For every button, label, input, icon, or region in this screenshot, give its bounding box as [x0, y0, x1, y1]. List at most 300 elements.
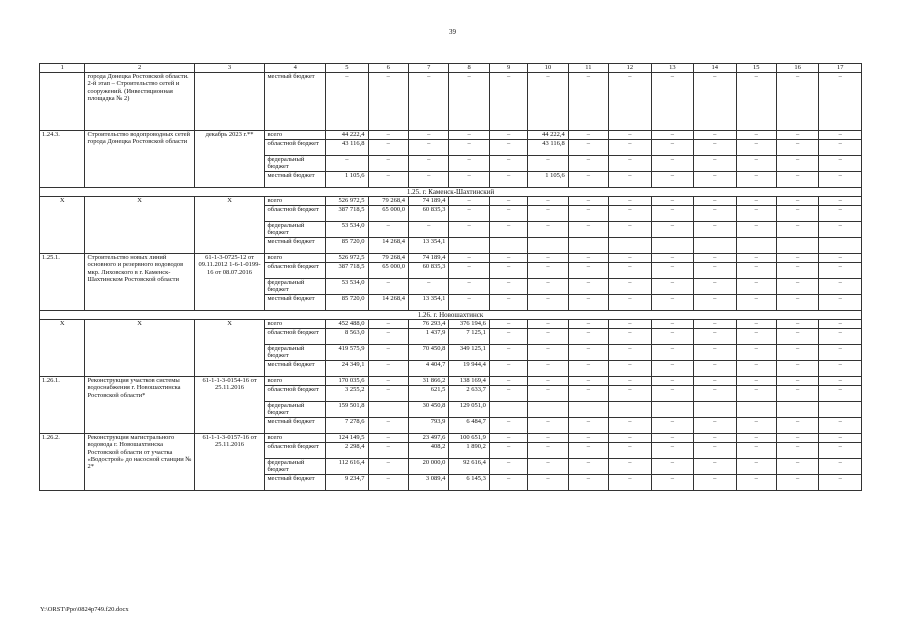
- table-cell: 85 720,0: [326, 238, 368, 254]
- table-cell: местный бюджет: [265, 238, 326, 254]
- table-cell: федеральный бюджет: [265, 222, 326, 238]
- table-cell: –: [651, 295, 693, 311]
- table-cell: –: [651, 73, 693, 131]
- table-cell: 1 890,2: [449, 443, 489, 459]
- table-cell: –: [408, 279, 448, 295]
- table-cell: –: [568, 475, 608, 491]
- table-cell: –: [609, 172, 651, 188]
- table-cell: –: [736, 140, 776, 156]
- table-cell: –: [489, 206, 527, 222]
- table-cell: –: [819, 386, 862, 402]
- table-row: [40, 320, 862, 329]
- table-cell: –: [776, 279, 818, 295]
- table-cell: –: [528, 222, 568, 238]
- table-cell: –: [408, 131, 448, 140]
- column-number-cell: 11: [568, 64, 608, 73]
- table-row: [40, 434, 862, 443]
- table-cell: –: [489, 295, 527, 311]
- table-cell: –: [528, 206, 568, 222]
- table-cell: –: [776, 443, 818, 459]
- column-number-cell: 7: [408, 64, 448, 73]
- table-cell: –: [568, 197, 608, 206]
- table-cell: –: [651, 206, 693, 222]
- table-cell: –: [568, 279, 608, 295]
- table-cell: –: [819, 475, 862, 491]
- table-cell: 6 145,3: [449, 475, 489, 491]
- table-cell: –: [819, 329, 862, 345]
- table-cell: –: [736, 320, 776, 329]
- table-cell: 376 194,6: [449, 320, 489, 329]
- table-cell: –: [819, 73, 862, 131]
- table-cell: 65 000,0: [368, 263, 408, 279]
- table-cell: –: [651, 197, 693, 206]
- table-cell: –: [568, 459, 608, 475]
- table-cell: 138 169,4: [449, 377, 489, 386]
- table-cell: –: [449, 172, 489, 188]
- table-cell: –: [489, 475, 527, 491]
- table-cell: –: [449, 131, 489, 140]
- table-cell: –: [368, 329, 408, 345]
- table-cell: 387 718,5: [326, 206, 368, 222]
- table-cell: –: [736, 263, 776, 279]
- table-cell: –: [694, 361, 736, 377]
- table-cell: –: [694, 263, 736, 279]
- table-cell: –: [651, 418, 693, 434]
- table-cell: –: [368, 279, 408, 295]
- table-cell: федеральный бюджет: [265, 345, 326, 361]
- table-cell: –: [609, 222, 651, 238]
- table-cell: –: [694, 320, 736, 329]
- table-cell: 30 450,8: [408, 402, 448, 418]
- table-cell: –: [528, 156, 568, 172]
- table-cell: –: [736, 279, 776, 295]
- table-cell: –: [449, 222, 489, 238]
- table-cell: местный бюджет: [265, 295, 326, 311]
- table-cell: –: [489, 131, 527, 140]
- table-cell: –: [528, 279, 568, 295]
- table-cell: –: [489, 434, 527, 443]
- table-cell: –: [528, 73, 568, 131]
- table-cell: –: [736, 156, 776, 172]
- table-cell: –: [368, 434, 408, 443]
- table-cell: 79 268,4: [368, 254, 408, 263]
- table-cell: –: [819, 263, 862, 279]
- table-cell: –: [651, 156, 693, 172]
- table-cell: –: [776, 418, 818, 434]
- table-cell: –: [776, 345, 818, 361]
- table-cell: –: [489, 345, 527, 361]
- table-cell: –: [528, 434, 568, 443]
- table-cell: –: [776, 156, 818, 172]
- table-cell: –: [776, 361, 818, 377]
- table-cell: областной бюджет: [265, 263, 326, 279]
- table-cell: –: [694, 377, 736, 386]
- table-cell: 2 298,4: [326, 443, 368, 459]
- table-cell: 349 125,1: [449, 345, 489, 361]
- table-cell: –: [449, 254, 489, 263]
- table-cell: –: [736, 197, 776, 206]
- table-cell: 3 089,4: [408, 475, 448, 491]
- table-cell: –: [651, 222, 693, 238]
- table-cell: –: [651, 279, 693, 295]
- table-cell: всего: [265, 377, 326, 386]
- table-cell: –: [651, 320, 693, 329]
- column-number-cell: 12: [609, 64, 651, 73]
- table-cell: –: [819, 459, 862, 475]
- table-cell: –: [489, 263, 527, 279]
- table-cell: 92 616,4: [449, 459, 489, 475]
- table-cell: –: [736, 434, 776, 443]
- table-cell: –: [776, 377, 818, 386]
- table-cell: [489, 402, 527, 418]
- table-cell: –: [736, 475, 776, 491]
- table-cell: –: [609, 459, 651, 475]
- table-cell: Х: [194, 320, 265, 377]
- table-cell: –: [368, 73, 408, 131]
- table-cell: –: [568, 172, 608, 188]
- table-cell: 419 575,9: [326, 345, 368, 361]
- table-cell: –: [776, 197, 818, 206]
- table-cell: местный бюджет: [265, 418, 326, 434]
- table-cell: 793,9: [408, 418, 448, 434]
- column-number-cell: 10: [528, 64, 568, 73]
- table-cell: –: [651, 434, 693, 443]
- table-cell: –: [609, 475, 651, 491]
- table-cell: Х: [194, 197, 265, 254]
- table-cell: 1.26.1.: [40, 377, 85, 434]
- table-cell: –: [368, 345, 408, 361]
- table-cell: –: [651, 345, 693, 361]
- column-number-cell: 6: [368, 64, 408, 73]
- table-cell: 387 718,5: [326, 263, 368, 279]
- table-cell: –: [736, 73, 776, 131]
- table-cell: 19 944,4: [449, 361, 489, 377]
- table-cell: Х: [40, 197, 85, 254]
- table-cell: –: [736, 386, 776, 402]
- table-cell: федеральный бюджет: [265, 279, 326, 295]
- table-cell: 24 349,1: [326, 361, 368, 377]
- table-cell: –: [568, 140, 608, 156]
- table-cell: –: [609, 206, 651, 222]
- table-row: [40, 73, 862, 131]
- table-cell: –: [489, 443, 527, 459]
- table-cell: –: [568, 434, 608, 443]
- table-cell: –: [489, 254, 527, 263]
- table-cell: –: [568, 443, 608, 459]
- table-cell: –: [609, 434, 651, 443]
- table-cell: федеральный бюджет: [265, 459, 326, 475]
- table-cell: –: [489, 459, 527, 475]
- table-cell: Х: [85, 197, 194, 254]
- table-cell: –: [449, 140, 489, 156]
- table-cell: 112 616,4: [326, 459, 368, 475]
- table-cell: [694, 238, 736, 254]
- table-cell: 1 105,6: [326, 172, 368, 188]
- table-cell: –: [489, 361, 527, 377]
- table-cell: 7 125,1: [449, 329, 489, 345]
- table-cell: –: [528, 295, 568, 311]
- table-cell: –: [568, 156, 608, 172]
- table-cell: –: [368, 222, 408, 238]
- table-cell: –: [528, 443, 568, 459]
- table-cell: –: [489, 222, 527, 238]
- column-number-cell: 5: [326, 64, 368, 73]
- column-number-cell: 17: [819, 64, 862, 73]
- table-cell: –: [819, 156, 862, 172]
- table-cell: –: [568, 254, 608, 263]
- table-cell: [489, 238, 527, 254]
- table-cell: –: [694, 73, 736, 131]
- table-cell: –: [819, 377, 862, 386]
- table-cell: –: [489, 329, 527, 345]
- table-cell: –: [736, 443, 776, 459]
- table-cell: –: [694, 131, 736, 140]
- column-number-cell: 4: [265, 64, 326, 73]
- table-cell: –: [776, 434, 818, 443]
- column-number-cell: 15: [736, 64, 776, 73]
- table-cell: 65 000,0: [368, 206, 408, 222]
- table-cell: [819, 402, 862, 418]
- table-cell: [694, 402, 736, 418]
- table-cell: –: [651, 172, 693, 188]
- table-cell: –: [368, 361, 408, 377]
- table-cell: [609, 402, 651, 418]
- table-cell: –: [568, 206, 608, 222]
- table-cell: –: [408, 156, 448, 172]
- column-number-cell: 8: [449, 64, 489, 73]
- table-cell: –: [609, 156, 651, 172]
- table-cell: Строительство водопроводных сетей города Донецка Ростовской области: [85, 131, 194, 188]
- table-cell: –: [528, 263, 568, 279]
- table-cell: –: [651, 443, 693, 459]
- table-cell: –: [449, 156, 489, 172]
- table-cell: –: [449, 197, 489, 206]
- table-cell: –: [609, 320, 651, 329]
- table-cell: –: [651, 386, 693, 402]
- table-cell: 31 866,2: [408, 377, 448, 386]
- table-cell: –: [568, 131, 608, 140]
- table-row: [40, 254, 862, 263]
- table-cell: –: [694, 140, 736, 156]
- table-cell: –: [408, 172, 448, 188]
- table-cell: –: [776, 73, 818, 131]
- column-number-cell: 16: [776, 64, 818, 73]
- table-cell: –: [819, 320, 862, 329]
- table-cell: 13 354,1: [408, 238, 448, 254]
- table-cell: –: [408, 222, 448, 238]
- table-cell: 60 835,3: [408, 263, 448, 279]
- table-cell: всего: [265, 320, 326, 329]
- table-cell: [609, 238, 651, 254]
- table-cell: Реконструкция участков системы водоснабжения г. Новошахтинска Ростовской области*: [85, 377, 194, 434]
- table-cell: [40, 73, 85, 131]
- table-cell: –: [736, 206, 776, 222]
- table-cell: 1.26.2.: [40, 434, 85, 491]
- table-cell: –: [819, 131, 862, 140]
- table-cell: –: [489, 73, 527, 131]
- table-cell: –: [609, 263, 651, 279]
- table-cell: –: [489, 418, 527, 434]
- table-cell: –: [489, 386, 527, 402]
- table-cell: всего: [265, 254, 326, 263]
- table-cell: –: [694, 386, 736, 402]
- table-cell: [776, 402, 818, 418]
- table-cell: –: [776, 459, 818, 475]
- table-cell: –: [568, 361, 608, 377]
- table-cell: –: [736, 329, 776, 345]
- table-cell: –: [528, 254, 568, 263]
- table-cell: Реконструкция магистрального водовода г. Новошахтинска Ростовской области от участка «Водострой» до насосной станции № 2*: [85, 434, 194, 491]
- table-cell: –: [368, 443, 408, 459]
- table-cell: –: [694, 279, 736, 295]
- table-cell: 14 268,4: [368, 238, 408, 254]
- table-cell: [568, 238, 608, 254]
- table-cell: –: [368, 418, 408, 434]
- table-cell: –: [609, 361, 651, 377]
- section-title: 1.25. г. Каменск-Шахтинский: [40, 188, 862, 197]
- table-cell: 23 497,6: [408, 434, 448, 443]
- table-cell: [736, 238, 776, 254]
- table-cell: –: [368, 172, 408, 188]
- column-number-cell: 2: [85, 64, 194, 73]
- table-cell: –: [408, 73, 448, 131]
- table-cell: –: [819, 279, 862, 295]
- table-cell: 44 222,4: [326, 131, 368, 140]
- table-cell: –: [489, 320, 527, 329]
- table-cell: областной бюджет: [265, 206, 326, 222]
- table-row: [40, 197, 862, 206]
- table-cell: –: [694, 443, 736, 459]
- table-cell: местный бюджет: [265, 172, 326, 188]
- table-cell: –: [408, 140, 448, 156]
- table-cell: [368, 402, 408, 418]
- table-cell: –: [489, 197, 527, 206]
- table-cell: 53 534,0: [326, 279, 368, 295]
- table-cell: –: [449, 263, 489, 279]
- table-cell: 85 720,0: [326, 295, 368, 311]
- table-cell: –: [489, 140, 527, 156]
- table-cell: [776, 238, 818, 254]
- table-cell: 1 105,6: [528, 172, 568, 188]
- table-cell: –: [609, 443, 651, 459]
- table-cell: –: [819, 434, 862, 443]
- table-cell: декабрь 2023 г.**: [194, 131, 265, 188]
- table-cell: –: [449, 295, 489, 311]
- table-cell: –: [736, 254, 776, 263]
- section-header-row: [40, 188, 862, 197]
- table-cell: 79 268,4: [368, 197, 408, 206]
- table-cell: –: [819, 418, 862, 434]
- table-cell: –: [694, 434, 736, 443]
- table-cell: 43 116,8: [528, 140, 568, 156]
- table-cell: –: [776, 222, 818, 238]
- table-cell: [528, 402, 568, 418]
- table-cell: 1 437,9: [408, 329, 448, 345]
- table-cell: –: [651, 254, 693, 263]
- table-cell: –: [528, 361, 568, 377]
- table-cell: областной бюджет: [265, 329, 326, 345]
- table-cell: всего: [265, 434, 326, 443]
- table-cell: –: [326, 73, 368, 131]
- table-cell: –: [449, 73, 489, 131]
- table-cell: [568, 402, 608, 418]
- table-cell: –: [368, 386, 408, 402]
- table-cell: –: [776, 254, 818, 263]
- table-cell: –: [568, 295, 608, 311]
- file-path-footer: Y:\ORST\Ppo\0824p749.f20.docx: [40, 606, 129, 613]
- table-cell: федеральный бюджет: [265, 402, 326, 418]
- table-cell: –: [528, 475, 568, 491]
- table-cell: –: [609, 418, 651, 434]
- table-cell: –: [736, 459, 776, 475]
- table-cell: –: [528, 418, 568, 434]
- table-cell: [194, 73, 265, 131]
- table-cell: –: [694, 418, 736, 434]
- table-cell: 76 293,4: [408, 320, 448, 329]
- table-cell: [449, 238, 489, 254]
- table-cell: –: [694, 345, 736, 361]
- table-cell: 100 651,9: [449, 434, 489, 443]
- table-cell: –: [736, 295, 776, 311]
- table-cell: –: [736, 418, 776, 434]
- table-cell: 44 222,4: [528, 131, 568, 140]
- table-cell: 14 268,4: [368, 295, 408, 311]
- table-cell: –: [568, 320, 608, 329]
- table-cell: 526 972,5: [326, 197, 368, 206]
- table-cell: –: [694, 295, 736, 311]
- table-cell: –: [694, 222, 736, 238]
- table-cell: –: [776, 329, 818, 345]
- table-cell: 3 255,2: [326, 386, 368, 402]
- table-cell: –: [694, 197, 736, 206]
- table-cell: –: [776, 320, 818, 329]
- table-cell: –: [776, 140, 818, 156]
- table-cell: –: [819, 254, 862, 263]
- table-cell: –: [368, 156, 408, 172]
- column-number-cell: 9: [489, 64, 527, 73]
- table-cell: Х: [40, 320, 85, 377]
- table-cell: –: [528, 377, 568, 386]
- table-cell: –: [819, 222, 862, 238]
- table-cell: 6 484,7: [449, 418, 489, 434]
- table-cell: –: [736, 131, 776, 140]
- table-cell: –: [819, 295, 862, 311]
- table-cell: –: [609, 345, 651, 361]
- table-cell: –: [609, 295, 651, 311]
- table-cell: 61-1-3-0725-12 от 09.11.2012 1-6-1-0199-16 от 08.07.2016: [194, 254, 265, 311]
- table-cell: 408,2: [408, 443, 448, 459]
- table-cell: –: [528, 197, 568, 206]
- table-cell: 1.24.3.: [40, 131, 85, 188]
- table-cell: –: [736, 222, 776, 238]
- table-cell: –: [736, 361, 776, 377]
- table-cell: –: [776, 386, 818, 402]
- table-cell: –: [568, 263, 608, 279]
- table-cell: –: [528, 459, 568, 475]
- table-cell: –: [609, 279, 651, 295]
- table-cell: –: [568, 329, 608, 345]
- table-cell: всего: [265, 197, 326, 206]
- table-cell: [736, 402, 776, 418]
- table-cell: –: [609, 377, 651, 386]
- table-row: [40, 131, 862, 140]
- table-cell: –: [489, 172, 527, 188]
- table-cell: –: [776, 206, 818, 222]
- table-cell: –: [694, 254, 736, 263]
- table-cell: –: [368, 459, 408, 475]
- table-cell: 8 563,0: [326, 329, 368, 345]
- table-cell: 61-1-1-3-0157-16 от 25.11.2016: [194, 434, 265, 491]
